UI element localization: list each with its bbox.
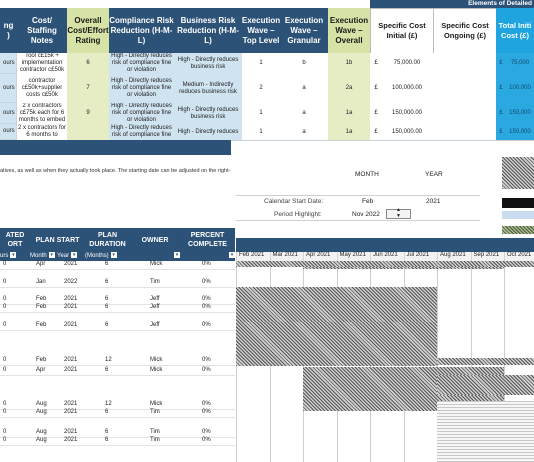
- task-cell-start-month[interactable]: Aug: [36, 409, 47, 415]
- gantt-bar[interactable]: [437, 375, 534, 395]
- task-cell-duration[interactable]: 6: [105, 279, 109, 285]
- filter-month-label: Month: [30, 253, 47, 259]
- task-cell-e[interactable]: 0: [3, 304, 7, 310]
- header-wave-overall: Execution Wave – Overall: [328, 8, 371, 53]
- task-cell-duration[interactable]: 6: [105, 296, 109, 302]
- divider-line: [236, 195, 480, 196]
- task-cell-start-year[interactable]: 2021: [64, 304, 78, 310]
- task-cell-e[interactable]: 0: [3, 261, 7, 267]
- filter-dropdown-icon[interactable]: ▾: [72, 252, 76, 259]
- header-staffing-notes: Cost/ Staffing Notes: [17, 8, 68, 53]
- task-cell-start-month[interactable]: Apr: [36, 261, 46, 267]
- year-label: YEAR: [425, 171, 443, 178]
- month-header: Jul 2021: [404, 252, 438, 261]
- task-cell-pct[interactable]: 0%: [202, 304, 211, 310]
- gantt-bar[interactable]: [236, 322, 437, 366]
- filter-dropdown-icon[interactable]: ▾: [230, 252, 234, 259]
- criteria-cell-rating[interactable]: 9: [67, 103, 110, 125]
- row-divider: [0, 330, 235, 331]
- header-percent-complete: PERCENT COMPLETE: [180, 228, 236, 252]
- month-header: May 2021: [337, 252, 371, 261]
- spinner-up-icon[interactable]: ▲: [396, 207, 401, 213]
- task-cell-start-month[interactable]: Feb: [36, 322, 47, 328]
- legend-swatch-actual: [502, 198, 534, 208]
- criteria-cell-notes[interactable]: 2 x contractors c£75k each for 6 months to embed: [17, 103, 68, 125]
- criteria-cell-business[interactable]: Medium - Indirectly reduces business risk: [174, 74, 243, 104]
- criteria-cell-cur[interactable]: £: [370, 74, 383, 104]
- task-cell-pct[interactable]: 0%: [202, 367, 211, 373]
- task-cell-owner[interactable]: Tim: [150, 409, 160, 415]
- criteria-cell-rating[interactable]: [67, 124, 110, 141]
- task-cell-duration[interactable]: 12: [105, 401, 112, 407]
- month-header: Mar 2021: [270, 252, 304, 261]
- criteria-cell-compliance[interactable]: High - Directly reduces risk of compliance fine: [109, 124, 175, 141]
- criteria-cell-granular[interactable]: a: [280, 74, 329, 104]
- gantt-header-band: [236, 238, 534, 252]
- task-cell-start-year[interactable]: 2021: [64, 429, 78, 435]
- criteria-cell-a[interactable]: ours: [0, 53, 17, 74]
- criteria-cell-total[interactable]: 150,000: [506, 103, 534, 125]
- task-cell-start-year[interactable]: 2021: [64, 322, 78, 328]
- task-cell-pct[interactable]: 0%: [202, 357, 211, 363]
- criteria-cell-ongoing[interactable]: [432, 53, 497, 75]
- header-total-initial: Total Initi Cost (£): [496, 8, 534, 53]
- filter-percent[interactable]: [180, 252, 235, 261]
- header-plan-start: PLAN START: [30, 228, 86, 252]
- criteria-cell-rating[interactable]: 7: [67, 74, 110, 104]
- task-cell-e[interactable]: 0: [3, 367, 7, 373]
- calendar-start-year[interactable]: 2021: [426, 198, 441, 205]
- task-cell-e[interactable]: 0: [3, 279, 7, 285]
- task-cell-start-month[interactable]: Apr: [36, 367, 46, 373]
- header-overall-rating: Overall Cost/Effort Rating: [67, 8, 110, 53]
- task-cell-start-year[interactable]: 2021: [64, 367, 78, 373]
- header-wave-granular: Execution Wave – Granular: [280, 8, 329, 53]
- task-cell-duration[interactable]: 6: [105, 322, 109, 328]
- criteria-cell-top[interactable]: 1: [242, 124, 281, 141]
- criteria-cell-total_cur[interactable]: £: [496, 74, 507, 104]
- task-cell-start-year[interactable]: 2021: [64, 437, 78, 443]
- task-cell-start-year[interactable]: 2021: [64, 409, 78, 415]
- gantt-bar[interactable]: [236, 261, 534, 267]
- month-header: Jun 2021: [370, 252, 404, 261]
- period-highlight-value[interactable]: Nov 2022: [352, 211, 380, 218]
- filter-hours-label: urs: [0, 253, 9, 259]
- criteria-cell-compliance[interactable]: High - Directly reduces risk of compliance fine or violation: [109, 53, 175, 75]
- criteria-cell-business[interactable]: High - Directly reduces: [174, 124, 243, 141]
- task-cell-duration[interactable]: 12: [105, 357, 112, 363]
- criteria-cell-a[interactable]: ours: [0, 74, 17, 103]
- criteria-cell-ongoing[interactable]: [432, 124, 497, 141]
- criteria-cell-overall[interactable]: 1b: [328, 53, 371, 75]
- criteria-cell-initial[interactable]: 150,000.00: [382, 124, 433, 141]
- task-cell-owner[interactable]: Mick: [150, 367, 163, 373]
- filter-hours[interactable]: [0, 252, 30, 261]
- task-cell-duration[interactable]: 6: [105, 409, 109, 415]
- criteria-cell-ongoing[interactable]: [432, 103, 497, 125]
- row-divider: [0, 365, 235, 366]
- filter-year-label: Year: [57, 253, 70, 259]
- calendar-start-month[interactable]: Feb: [362, 198, 374, 205]
- task-cell-pct[interactable]: 0%: [202, 261, 211, 267]
- criteria-cell-overall[interactable]: 1a: [328, 103, 371, 125]
- task-cell-start-month[interactable]: Feb: [36, 357, 47, 363]
- task-cell-start-month[interactable]: Aug: [36, 401, 47, 407]
- criteria-cell-granular[interactable]: a: [280, 124, 329, 141]
- month-header: Apr 2021: [303, 252, 337, 261]
- filter-duration-label: (Months): [85, 253, 109, 259]
- task-cell-owner[interactable]: Mick: [150, 357, 163, 363]
- task-cell-duration[interactable]: 6: [105, 429, 109, 435]
- filter-dropdown-icon[interactable]: ▾: [175, 252, 179, 259]
- filter-dropdown-icon[interactable]: ▾: [12, 252, 15, 259]
- row-divider: [0, 445, 235, 446]
- row-divider: [0, 287, 235, 288]
- task-cell-duration[interactable]: 6: [105, 437, 109, 443]
- criteria-cell-total[interactable]: 150,000: [506, 124, 534, 141]
- task-cell-owner[interactable]: Tim: [150, 429, 160, 435]
- task-cell-pct[interactable]: 0%: [202, 296, 211, 302]
- criteria-cell-initial[interactable]: 75,000.00: [382, 53, 433, 75]
- criteria-cell-total[interactable]: 75,000: [506, 53, 534, 75]
- criteria-cell-a[interactable]: ours: [0, 124, 17, 140]
- legend-swatch-plan: [502, 157, 534, 189]
- criteria-cell-total[interactable]: 100,000: [506, 74, 534, 104]
- task-cell-e[interactable]: 0: [3, 409, 7, 415]
- task-cell-start-year[interactable]: 2021: [64, 401, 78, 407]
- criteria-cell-a[interactable]: ours: [0, 103, 17, 124]
- task-cell-owner[interactable]: Jeff: [150, 296, 160, 302]
- legend-swatch-complete: [502, 226, 534, 234]
- criteria-cell-initial[interactable]: 150,000.00: [382, 103, 433, 125]
- period-spinner[interactable]: [386, 209, 411, 219]
- criteria-cell-total_cur[interactable]: £: [496, 124, 507, 141]
- header-effort: ATED ORT: [0, 228, 31, 252]
- task-cell-owner[interactable]: Mick: [150, 261, 163, 267]
- criteria-cell-cur[interactable]: £: [370, 103, 383, 125]
- header-business: Business Risk Reduction (H-M-L): [174, 8, 243, 53]
- task-cell-e[interactable]: 0: [3, 429, 7, 435]
- task-cell-owner[interactable]: Mick: [150, 401, 163, 407]
- row-divider: [0, 375, 235, 376]
- filter-month[interactable]: [30, 252, 57, 261]
- criteria-cell-total_cur[interactable]: £: [496, 53, 507, 75]
- task-cell-duration[interactable]: 6: [105, 261, 109, 267]
- criteria-cell-overall[interactable]: 1a: [328, 124, 371, 141]
- criteria-cell-notes[interactable]: 2 x contractors for 6 months to: [17, 124, 68, 141]
- header-owner: OWNER: [130, 228, 181, 252]
- filter-dropdown-icon[interactable]: ▾: [50, 252, 53, 259]
- filter-dropdown-icon[interactable]: ▾: [112, 252, 115, 259]
- calendar-start-label: Calendar Start Date:: [264, 198, 324, 205]
- task-cell-pct[interactable]: 0%: [202, 409, 211, 415]
- task-cell-owner[interactable]: Jeff: [150, 304, 160, 310]
- criteria-cell-top[interactable]: 2: [242, 74, 281, 104]
- task-cell-e[interactable]: 0: [3, 401, 7, 407]
- task-cell-start-year[interactable]: 2021: [64, 261, 78, 267]
- task-cell-pct[interactable]: 0%: [202, 322, 211, 328]
- header-cost-ongoing: Specific Cost Ongoing (£): [433, 8, 497, 54]
- task-cell-pct[interactable]: 0%: [202, 401, 211, 407]
- header-wave-top: Execution Wave – Top Level: [242, 8, 281, 53]
- task-cell-start-year[interactable]: 2021: [64, 296, 78, 302]
- criteria-cell-business[interactable]: High - Directly reduces business risk: [174, 53, 243, 75]
- task-cell-start-month[interactable]: Aug: [36, 429, 47, 435]
- criteria-cell-cur[interactable]: £: [370, 124, 383, 141]
- filter-owner[interactable]: [130, 252, 180, 261]
- header-cost-initial: Specific Cost Initial (£): [370, 8, 434, 54]
- row-divider: [0, 312, 235, 313]
- elements-header: Elements of Detailed: [370, 0, 534, 8]
- task-cell-duration[interactable]: 6: [105, 304, 109, 310]
- task-cell-e[interactable]: 0: [3, 357, 7, 363]
- row-divider: [0, 269, 235, 270]
- month-header: Oct 2021: [504, 252, 534, 261]
- criteria-cell-granular[interactable]: a: [280, 103, 329, 125]
- criteria-cell-top[interactable]: 1: [242, 103, 281, 125]
- task-cell-start-month[interactable]: Aug: [36, 437, 47, 443]
- criteria-cell-compliance[interactable]: High - Directly reduces risk of compliance fine or violation: [109, 74, 175, 104]
- period-highlight-label: Period Highlight:: [274, 211, 322, 218]
- task-cell-owner[interactable]: Tim: [150, 437, 160, 443]
- task-cell-e[interactable]: 0: [3, 437, 7, 443]
- criteria-cell-total_cur[interactable]: £: [496, 103, 507, 125]
- criteria-cell-notes[interactable]: contractor c£50k+supplier costs c£50k: [17, 74, 68, 104]
- criteria-cell-business[interactable]: High - Directly reduces business risk: [174, 103, 243, 125]
- month-header: Aug 2021: [437, 252, 471, 261]
- filter-duration[interactable]: [85, 252, 130, 261]
- criteria-cell-compliance[interactable]: High - Directly reduces risk of compliance fine or violation: [109, 103, 175, 125]
- criteria-cell-initial[interactable]: 100,000.00: [382, 74, 433, 104]
- task-cell-start-month[interactable]: Jan: [36, 279, 46, 285]
- task-cell-pct[interactable]: 0%: [202, 437, 211, 443]
- spinner-down-icon[interactable]: ▼: [396, 213, 401, 219]
- month-header: Feb 2021: [236, 252, 270, 261]
- month-header: Sep 2021: [471, 252, 505, 261]
- criteria-cell-cur[interactable]: £: [370, 53, 383, 75]
- task-cell-duration[interactable]: 6: [105, 367, 109, 373]
- gantt-bar-light[interactable]: [437, 401, 534, 462]
- task-cell-pct[interactable]: 0%: [202, 429, 211, 435]
- legend-swatch-highlight: [502, 211, 534, 219]
- section-bar: [0, 140, 231, 155]
- row-divider: [0, 417, 235, 418]
- task-cell-owner[interactable]: Tim: [150, 279, 160, 285]
- task-cell-e[interactable]: 0: [3, 322, 7, 328]
- header-plan-duration: PLAN DURATION: [85, 228, 131, 252]
- header-compliance: Compliance Risk Reduction (H-M-L): [109, 8, 175, 53]
- task-cell-owner[interactable]: Jeff: [150, 322, 160, 328]
- task-cell-start-month[interactable]: Feb: [36, 296, 47, 302]
- divider-line-2: [236, 220, 480, 221]
- month-label: MONTH: [355, 171, 379, 178]
- criteria-cell-notes[interactable]: Tool c£15k + implementation contractor c£50k: [17, 53, 68, 75]
- criteria-cell-top[interactable]: 1: [242, 53, 281, 75]
- task-cell-start-year[interactable]: 2022: [64, 279, 78, 285]
- filter-year[interactable]: [57, 252, 85, 261]
- description-text: atives, as well as when they actually took place. The starting date can be adjusted on the right-: [0, 168, 231, 174]
- criteria-cell-granular[interactable]: b: [280, 53, 329, 75]
- task-cell-e[interactable]: 0: [3, 296, 7, 302]
- task-cell-start-year[interactable]: 2021: [64, 357, 78, 363]
- criteria-cell-ongoing[interactable]: [432, 74, 497, 104]
- header-col-a: ng ): [0, 8, 18, 53]
- criteria-cell-rating[interactable]: 6: [67, 53, 110, 75]
- criteria-cell-overall[interactable]: 2a: [328, 74, 371, 104]
- task-cell-start-month[interactable]: Feb: [36, 304, 47, 310]
- task-cell-pct[interactable]: 0%: [202, 279, 211, 285]
